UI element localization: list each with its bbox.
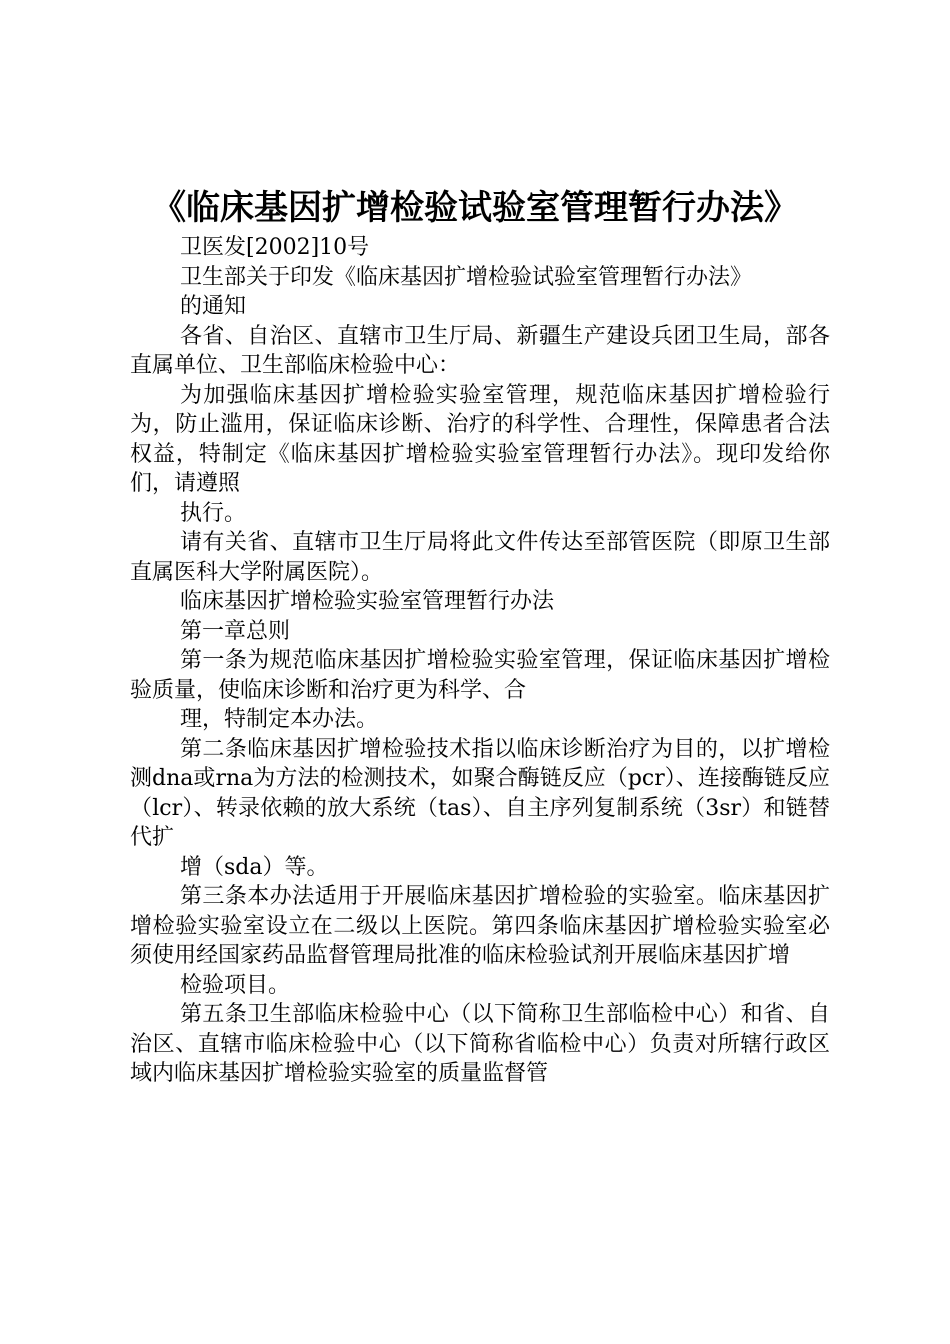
paragraph: 执行。 — [180, 500, 247, 526]
document-body — [130, 233, 830, 1089]
paragraph: 第一条为规范临床基因扩增检验实验室管理，保证临床基因扩增检验质量，使临床诊断和治疗更为科学、合 — [130, 648, 830, 703]
paragraph: 增（sda）等。 — [180, 854, 329, 880]
paragraph: 卫生部关于印发《临床基因扩增检验试验室管理暂行办法》 — [180, 264, 753, 290]
paragraph: 各省、自治区、直辖市卫生厅局、新疆生产建设兵团卫生局，部各直属单位、卫生部临床检验中心： — [130, 323, 830, 378]
paragraph: 卫医发[2002]10号 — [180, 235, 370, 260]
document-title: 《临床基因扩增检验试验室管理暂行办法》 — [152, 188, 798, 228]
paragraph: 检验项目。 — [180, 972, 291, 998]
paragraph: 请有关省、直辖市卫生厅局将此文件传达至部管医院（即原卫生部直属医科大学附属医院）。 — [130, 530, 830, 585]
paragraph: 第三条本办法适用于开展临床基因扩增检验的实验室。临床基因扩增检验实验室设立在二级以上医院。第四条临床基因扩增检验实验室必须使用经国家药品监督管理局批准的临床检验试剂开展临床基因扩增 — [130, 884, 830, 968]
paragraph: 第一章总则 — [180, 618, 291, 644]
paragraph: 理，特制定本办法。 — [180, 707, 379, 732]
paragraph: 第五条卫生部临床检验中心（以下简称卫生部临检中心）和省、自治区、直辖市临床检验中心（以下简称省临检中心）负责对所辖行政区域内临床基因扩增检验实验室的质量监督管 — [130, 1002, 830, 1086]
paragraph: 第二条临床基因扩增检验技术指以临床诊断治疗为目的，以扩增检测dna或rna为方法的检测技术，如聚合酶链反应（pcr）、连接酶链反应（lcr）、转录依赖的放大系统（tas）、自主序列复制系统（3sr）和链替代扩 — [130, 736, 830, 850]
paragraph: 临床基因扩增检验实验室管理暂行办法 — [180, 589, 555, 614]
paragraph: 为加强临床基因扩增检验实验室管理，规范临床基因扩增检验行为，防止滥用，保证临床诊断、治疗的科学性、合理性，保障患者合法权益，特制定《临床基因扩增检验实验室管理暂行办法》。现印发给你们，请遵照 — [130, 382, 830, 496]
paragraph: 的通知 — [180, 294, 247, 319]
